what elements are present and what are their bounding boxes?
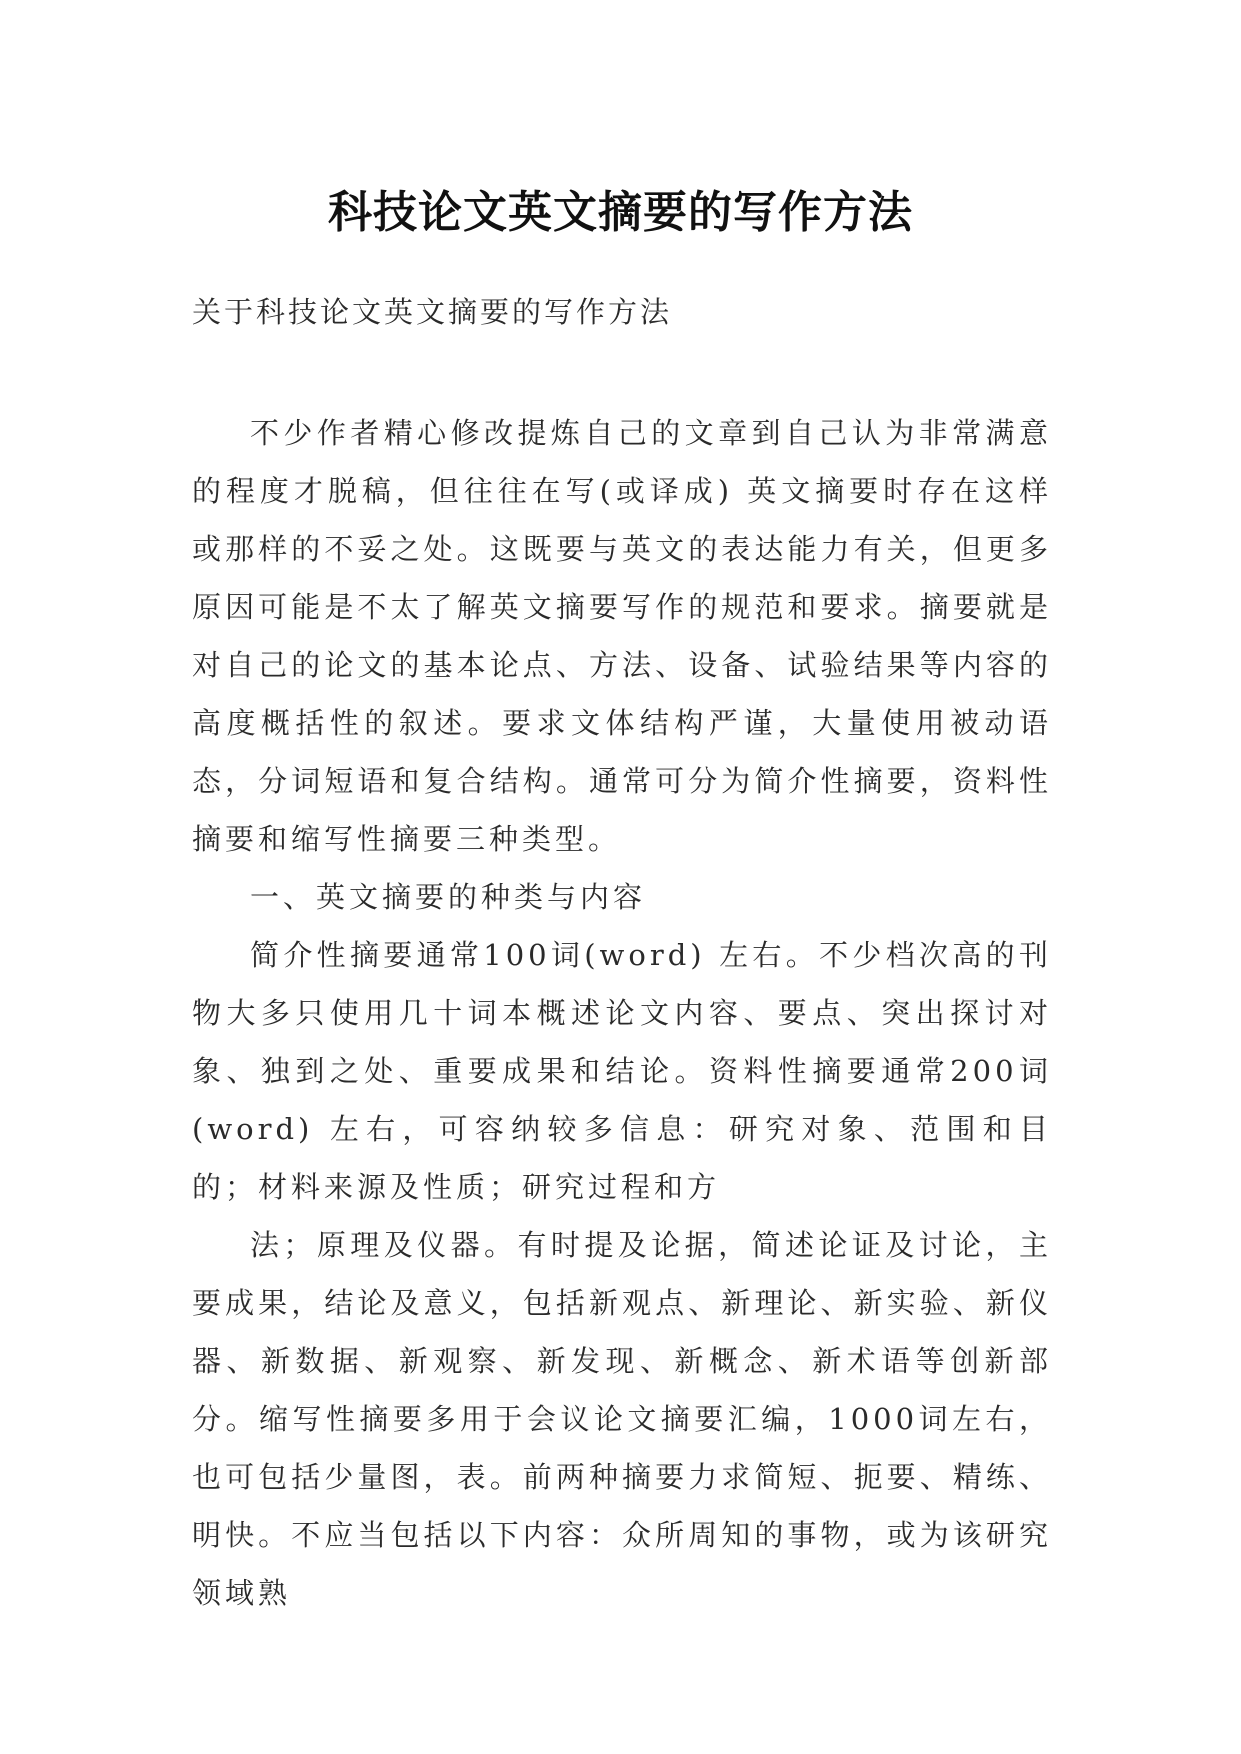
body-paragraph-intro: 不少作者精心修改提炼自己的文章到自己认为非常满意的程度才脱稿，但往往在写(或译成) 英文摘要时存在这样或那样的不妥之处。这既要与英文的表达能力有关，但更多原因可能是不太了解英文摘要写作的规范和要求。摘要就是对自己的论文的基本论点、方法、设备、试验结果等内容的高度概括性的叙述。要求文体结构严谨，大量使用被动语态，分词短语和复合结构。通常可分为简介性摘要，资料性摘要和缩写性摘要三种类型。 [192, 416, 1052, 856]
document-subtitle: 关于科技论文英文摘要的写作方法 [192, 295, 673, 329]
document-title: 科技论文英文摘要的写作方法 [328, 187, 913, 239]
section-heading-types-and-content: 一、英文摘要的种类与内容 [250, 880, 647, 914]
body-paragraph-abstract-types: 简介性摘要通常100词(word) 左右。不少档次高的刊物大多只使用几十词本概述论文内容、要点、突出探讨对象、独到之处、重要成果和结论。资料性摘要通常200词(word) 左右，可容纳较多信息：研究对象、范围和目的；材料来源及性质；研究过程和方 [192, 938, 1052, 1204]
document-body [192, 404, 1052, 1622]
body-paragraph-abstract-content: 法；原理及仪器。有时提及论据，简述论证及讨论，主要成果，结论及意义，包括新观点、新理论、新实验、新仪器、新数据、新观察、新发现、新概念、新术语等创新部分。缩写性摘要多用于会议论文摘要汇编，1000词左右，也可包括少量图，表。前两种摘要力求简短、扼要、精练、明快。不应当包括以下内容：众所周知的事物，或为该研究领域熟 [192, 1228, 1052, 1610]
